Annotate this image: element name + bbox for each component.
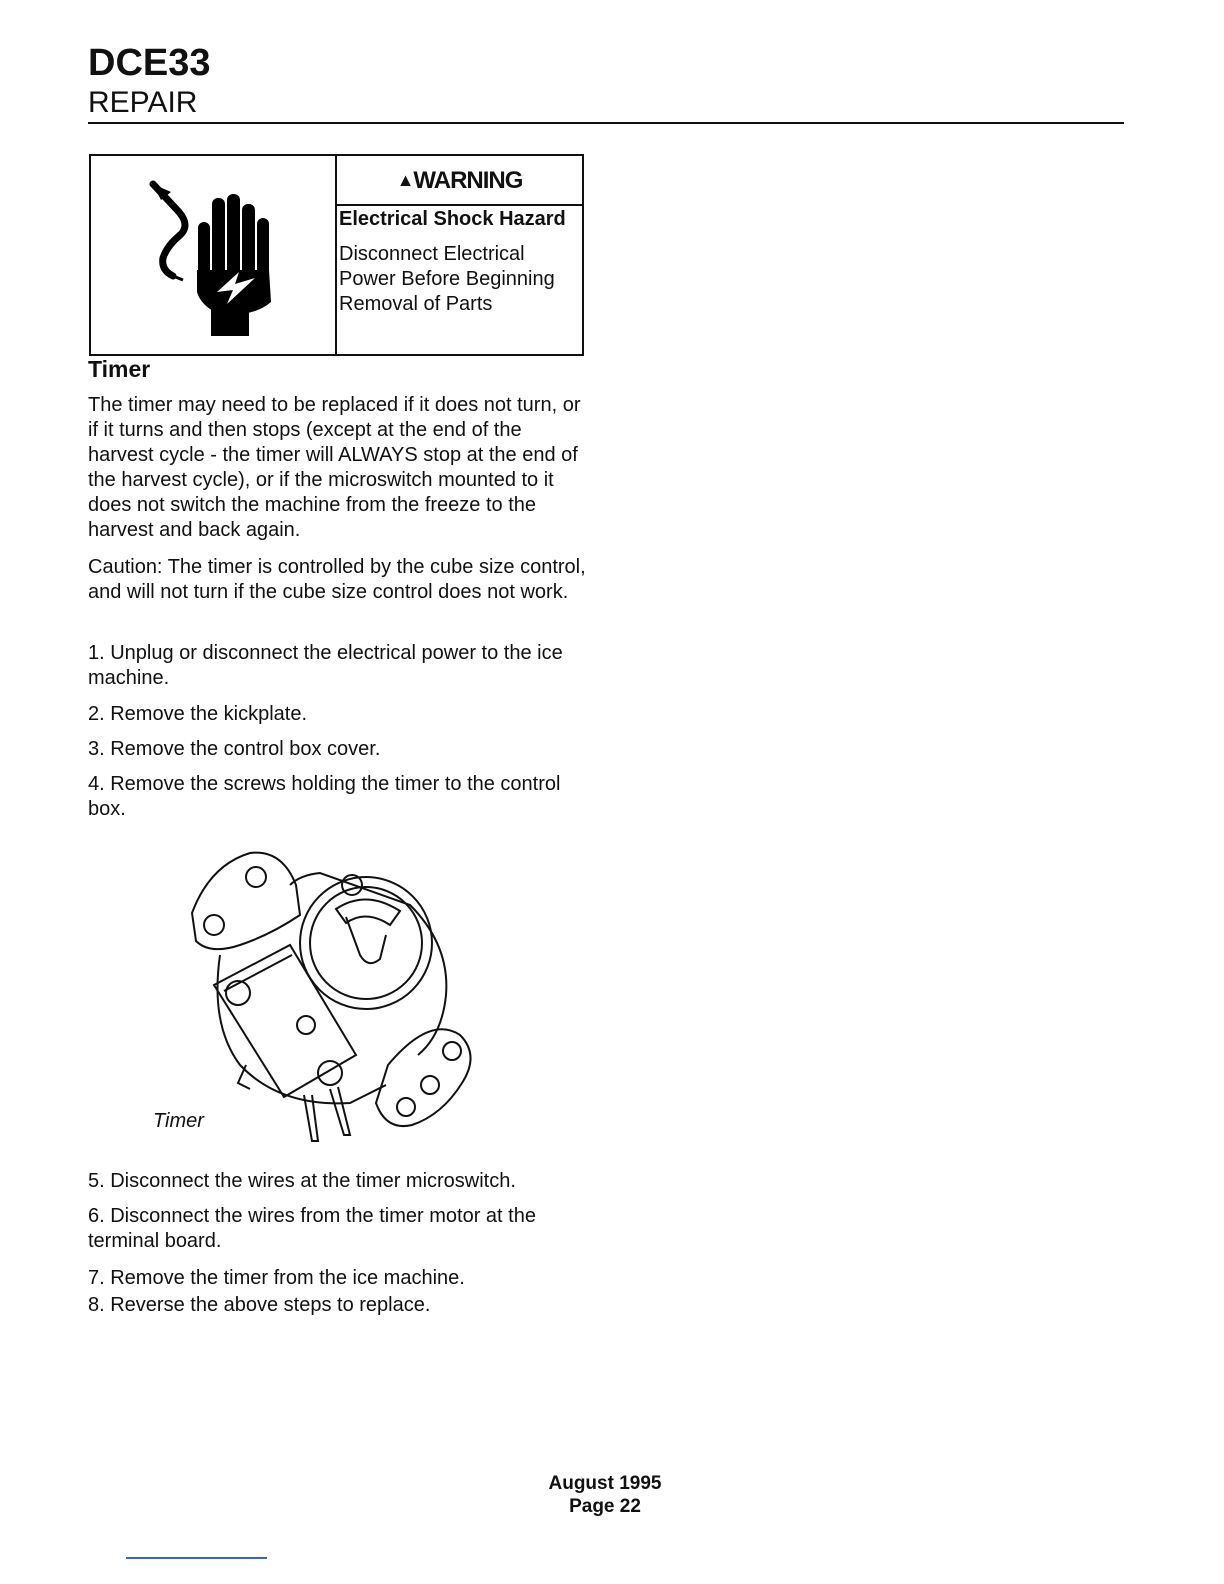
timer-diagram (150, 845, 480, 1155)
document-title: DCE33 (88, 42, 211, 84)
step-3: 3. Remove the control box cover. (88, 738, 381, 760)
step-2: 2. Remove the kickplate. (88, 703, 307, 725)
intro-paragraph: The timer may need to be replaced if it does not turn, or if it turns and then stops (except at the end of the harvest cycle - the timer will ALWAYS stop at the end of the harvest cycle), or if the microswitch mounted to it does not switch the machine from the freeze to the harvest and back again. (88, 394, 581, 541)
header-rule (88, 122, 1124, 124)
step-4: 4. Remove the screws holding the timer to the control box. (88, 773, 561, 820)
footer-rule (126, 1557, 267, 1559)
step-1: 1. Unplug or disconnect the electrical power to the ice machine. (88, 642, 563, 689)
step-5: 5. Disconnect the wires at the timer microswitch. (88, 1170, 516, 1192)
electrical-shock-hand-icon (139, 174, 289, 339)
warning-box (89, 154, 584, 356)
step-8: 8. Reverse the above steps to replace. (88, 1294, 431, 1316)
warning-heading-text: WARNING (413, 167, 523, 194)
page-number: Page 22 (569, 1496, 641, 1517)
warning-triangle-icon: ▲ (396, 170, 414, 190)
caution-paragraph: Caution: The timer is controlled by the cube size control, and will not turn if the cube size control does not work. (88, 556, 586, 603)
warning-heading (337, 156, 582, 206)
warning-icon-cell (91, 156, 337, 354)
hazard-title: Electrical Shock Hazard (339, 208, 566, 230)
figure-caption: Timer (153, 1110, 204, 1132)
section-title: Timer (88, 356, 151, 382)
warning-instruction: Disconnect Electrical Power Before Beginning Removal of Parts (339, 243, 555, 315)
footer-date: August 1995 (548, 1473, 662, 1494)
step-7: 7. Remove the timer from the ice machine. (88, 1267, 465, 1289)
section-heading: REPAIR (88, 86, 198, 119)
step-6: 6. Disconnect the wires from the timer motor at the terminal board. (88, 1205, 536, 1252)
